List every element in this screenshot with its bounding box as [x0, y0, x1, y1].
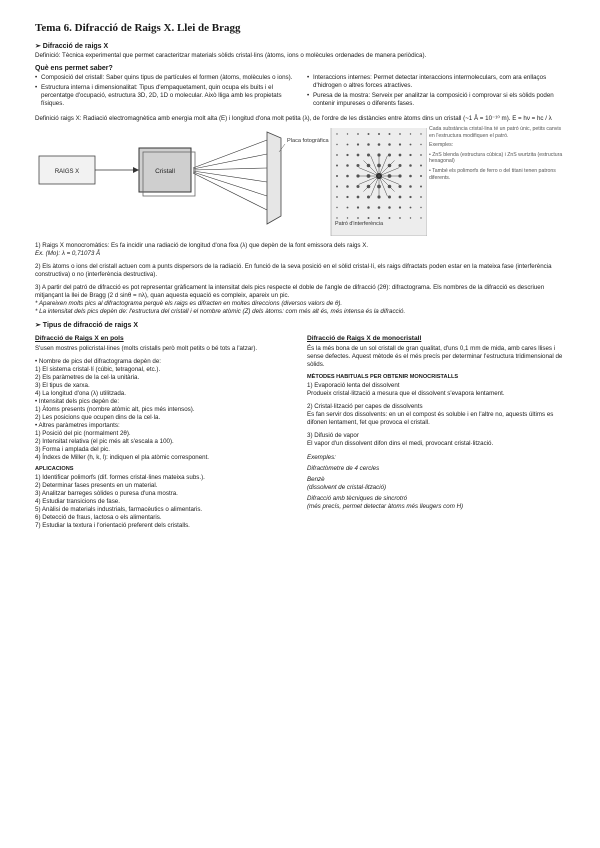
point-2: 2) Els àtoms o ions del cristall actuen com a punts dispersors de la radiació. En funció de la seva posició en el sòlid cristal·lí, els raigs difractats poden estar en la mateixa fase (interferència constructiva) o no (interferència destructiva).: [35, 263, 552, 278]
diffraction-spot: [346, 164, 349, 167]
list-item: 4) La longitud d'ona (λ) utilitzada.: [35, 390, 126, 397]
diffraction-spot: [388, 195, 391, 198]
diffraction-spot: [336, 133, 337, 134]
list-item: 7) Estudiar la textura i l'orientació preferent dels cristalls.: [35, 522, 190, 529]
list-item: 6) Detecció de fraus, lactosa o els alimentaris.: [35, 514, 162, 521]
diffraction-spot: [399, 143, 401, 145]
diffraction-spot: [409, 164, 412, 167]
diffraction-spot: [410, 217, 411, 218]
point-1-example: Ex. (Mo): λ = 0,71073 Å: [35, 250, 101, 257]
applications-list: [35, 474, 293, 530]
diffraction-spot: [420, 133, 421, 134]
diffraction-spot: [409, 175, 412, 178]
diffraction-spot: [420, 144, 421, 145]
list-item: 1) Àtoms presents (nombre atòmic alt, pics més intensos).: [35, 406, 195, 413]
diffraction-spot: [398, 164, 401, 167]
diffraction-spot: [399, 206, 401, 208]
method-desc: El vapor d'un dissolvent difon dins el medi, provocant cristal·lització.: [307, 440, 494, 447]
peaks-intensity-head: • Intensitat dels pics depèn de:: [35, 398, 120, 405]
point-3: 3) A partir del patró de difracció es pot representar gràficament la intensitat dels pics respecte el doble de l'angle de difracció (2θ): difractograma. Els nombres de la difracció es descriuen mitjançant la llei de Bragg (2 d sinθ = nλ), quan aquesta equació es compleix, apareix un pic.: [35, 284, 545, 299]
powder-column: [35, 333, 293, 530]
diffraction-spot: [336, 144, 337, 145]
point-1: 1) Raigs X monocromàtics: Es fa incidir una radiació de longitud d'ona fixa (λ) que depèn de la font emissora dels raigs X.: [35, 242, 369, 249]
diffraction-spot: [420, 217, 421, 218]
diffraction-spot: [367, 195, 370, 198]
list-item: 4) Índexs de Miller (h, k, l): indiquen el pla atòmic corresponent.: [35, 454, 210, 461]
figure-note: • ZnS blenda (estructura cúbica) i ZnS wurtzita (estructura hexagonal): [429, 151, 563, 165]
list-item: 4) Estudiar transicions de fase.: [35, 498, 120, 505]
diffraction-spot: [357, 206, 359, 208]
diffraction-spot: [399, 196, 402, 199]
point-3-note: * La intensitat dels pics depèn de: l'estructura del cristall i el nombre atòmic (Z) dels àtoms: com més alt és, més intensa és la difracció.: [35, 308, 406, 315]
single-crystal-column: [307, 333, 565, 530]
diffraction-spot: [368, 217, 370, 219]
point-3-note: * Apareixen molts pics al difractograma perquè els raigs es difracten en moltes direccions (diversos valors de θ).: [35, 300, 343, 307]
diffraction-spot: [378, 133, 380, 135]
diffraction-spot: [356, 185, 359, 188]
page-title: Tema 6. Difracció de Raigs X. Llei de Bragg: [35, 22, 241, 34]
examples-head: Exemples:: [307, 454, 336, 461]
diffraction-spot: [409, 185, 412, 188]
diffraction-spot: [368, 133, 370, 135]
pattern-label: Patró d'interferència: [335, 221, 384, 227]
diffraction-spot: [420, 207, 421, 208]
single-crystal-title: Difracció de Raigs X de monocristall: [307, 335, 422, 342]
diffraction-spot: [336, 175, 338, 177]
peaks-intensity-list: [35, 406, 293, 422]
diffraction-figure: [35, 128, 565, 236]
crystal-label: Cristall: [155, 168, 175, 175]
list-item: 2) Les posicions que ocupen dins de la cel·la.: [35, 414, 161, 421]
methods-head: MÈTODES HABITUALS PER OBTENIR MONOCRISTALLS: [307, 374, 459, 380]
diffraction-spot: [420, 165, 422, 167]
method-desc: Es fan servir dos dissolvents: en un el compost és soluble i en l'altre no, aquests últims es difonen lentament, fet que provoca el cristall.: [307, 411, 554, 426]
example-note: (més precís, permet detectar àtoms més lleugers com H): [307, 503, 464, 510]
question-heading: Què ens permet saber?: [35, 65, 113, 72]
diffraction-spot: [399, 217, 401, 219]
diffraction-spot: [378, 206, 381, 209]
diffraction-spot: [336, 196, 338, 198]
types-columns: [35, 333, 565, 530]
list-item: 2) Determinar fases presents en un material.: [35, 482, 158, 489]
figure-note: Cada substància cristal·lina té un patró únic, petits canvis en l'estructura modifiquen el patró.: [429, 126, 562, 139]
method-title: 3) Difusió de vapor: [307, 432, 359, 439]
diffraction-spot: [420, 154, 422, 156]
question-columns: [35, 74, 565, 110]
diffraction-spot: [367, 143, 370, 146]
diffraction-spot: [336, 186, 338, 188]
method-title: 2) Cristal·lització per capes de dissolvents: [307, 403, 423, 410]
example-note: (dissolvent de cristal·lització): [307, 484, 387, 491]
diffraction-spot: [399, 133, 401, 135]
diffraction-spot: [347, 207, 349, 209]
section-heading-types: ➢ Tipus de difracció de raigs X: [35, 322, 138, 329]
applications-head: APLICACIONS: [35, 466, 74, 472]
diffraction-spot: [336, 207, 337, 208]
list-item: 1) El sistema cristal·lí (cúbic, tetragonal, etc.).: [35, 366, 161, 373]
diffraction-spot: [410, 144, 412, 146]
diffraction-spot: [336, 217, 337, 218]
list-item: 2) Intensitat relativa (el pic més alt s'escala a 100).: [35, 438, 174, 445]
photographic-plate: [267, 132, 281, 224]
diffraction-spot: [388, 143, 391, 146]
powder-title: Difracció de Raigs X en pols: [35, 335, 124, 342]
diffraction-spot: [356, 164, 359, 167]
question-list-right: [307, 74, 565, 110]
diffraction-spot: [409, 154, 411, 156]
diffraction-spot: [357, 143, 359, 145]
list-item: • Composició del cristall: Saber quins tipus de partícules el formen (àtoms, molècules o ions).: [35, 74, 293, 82]
beam-arrow: [133, 167, 139, 173]
list-item: • Puresa de la mostra: Serveix per analitzar la composició i comprovar si els sòlids poden contenir impureses o diferents fases.: [307, 92, 565, 108]
diffraction-spot: [346, 175, 349, 178]
method-desc: Produeix cristal·lització a mesura que el dissolvent s'evapora lentament.: [307, 390, 505, 397]
diffraction-spot: [346, 154, 348, 156]
diffraction-spot: [346, 185, 349, 188]
diffraction-spot: [367, 206, 370, 209]
diffraction-spot: [388, 206, 391, 209]
xray-definition: Definició raigs X: Radiació electromagnètica amb energia molt alta (E) i longitud d'ona molt petita (λ), de l'ordre de les distàncies entre àtoms dins un cristall (~1 Å = 10⁻¹⁰ m). E = hν = hc / λ: [35, 115, 552, 122]
list-item: 3) El tipus de xarxa.: [35, 382, 90, 389]
diffraction-spot: [346, 196, 348, 198]
diffraction-spot: [378, 143, 381, 146]
diffraction-diagram: [35, 128, 427, 236]
figure-notes: [429, 126, 565, 184]
diffraction-spot: [389, 217, 391, 219]
diffraction-spot: [347, 144, 349, 146]
definition-text: Definició: Tècnica experimental que permet caracteritzar materials sòlids cristal·lins (àtoms, ions o molècules ordenades de manera periòdica).: [35, 52, 427, 59]
example: Difractòmetre de 4 cercles: [307, 465, 380, 472]
diffraction-spot: [399, 154, 402, 157]
list-item: 3) Forma i amplada del pic.: [35, 446, 110, 453]
single-crystal-intro: És la més bona de un sol cristall de gran qualitat, d'uns 0,1 mm de mida, amb cares llises i sense defectes. Aquest mètode és el més precís per determinar l'estructura tridimensional de sòlids.: [307, 345, 563, 368]
list-item: • Interaccions internes: Permet detectar interaccions intermoleculars, com ara enllaços d'hidrogen o altres forces atractives.: [307, 74, 565, 90]
peaks-number-list: [35, 366, 293, 398]
list-item: 5) Anàlisi de materials industrials, farmacèutics o alimentaris.: [35, 506, 203, 513]
diffraction-spot: [357, 217, 359, 219]
diffraction-spot: [357, 133, 359, 135]
other-params-list: [35, 430, 293, 462]
diffraction-spot: [410, 133, 411, 134]
list-item: 2) Els paràmetres de la cel·la unitària.: [35, 374, 140, 381]
document-page: [35, 22, 565, 530]
plate-label: Placa fotogràfica: [287, 138, 329, 144]
diffraction-spot: [389, 133, 391, 135]
diffraction-spot: [410, 207, 412, 209]
diffraction-spot: [420, 196, 422, 198]
diffraction-spot: [378, 217, 380, 219]
figure-note-examples: Exemples:: [429, 142, 454, 149]
diffraction-spot: [409, 196, 411, 198]
diffraction-spot: [357, 154, 360, 157]
diffraction-spot: [420, 175, 422, 177]
diffraction-spot: [336, 165, 338, 167]
diffraction-spot: [347, 217, 348, 218]
xray-source-label: RAIGS X: [54, 169, 80, 175]
diffraction-spot: [336, 154, 338, 156]
section-heading-xray: ➢ Difracció de raigs X: [35, 43, 109, 50]
diffraction-spot: [420, 186, 422, 188]
method-title: 1) Evaporació lenta del dissolvent: [307, 382, 400, 389]
example: Benzè: [307, 476, 325, 483]
powder-intro: S'usen mostres policristal·lines (molts cristalls però molt petits o bé tots a l'atzar).: [35, 345, 258, 352]
diffraction-spot: [398, 185, 401, 188]
diffraction-spot: [347, 133, 348, 134]
list-item: 1) Posició del pic (normalment 2θ).: [35, 430, 131, 437]
diffracted-beams: [193, 140, 267, 210]
list-item: 3) Analitzar barreges sòlides o puresa d'una mostra.: [35, 490, 178, 497]
list-item: 1) Identificar polimorfs (dif. formes cristal·lines mateixa subs.).: [35, 474, 205, 481]
question-list-left: [35, 74, 293, 110]
example: Difracció amb tècniques de sincrotró: [307, 495, 408, 502]
diffraction-spot: [357, 196, 360, 199]
diffraction-spot: [388, 153, 391, 156]
list-item: • Estructura interna i dimensionalitat: Tipus d'empaquetament, quin ocupa els buits i el percentatge d'ocupació, estructura 3D, 2D, 1D o molecular. Això lliga amb les propietats físiques.: [35, 84, 293, 108]
other-params-head: • Altres paràmetres importants:: [35, 422, 120, 429]
peaks-number-head: • Nombre de pics del difractograma depèn de:: [35, 358, 161, 365]
figure-note: • També els polimorfs de ferro o del titani tenen patrons diferents.: [429, 167, 556, 181]
diffraction-spot: [367, 153, 370, 156]
